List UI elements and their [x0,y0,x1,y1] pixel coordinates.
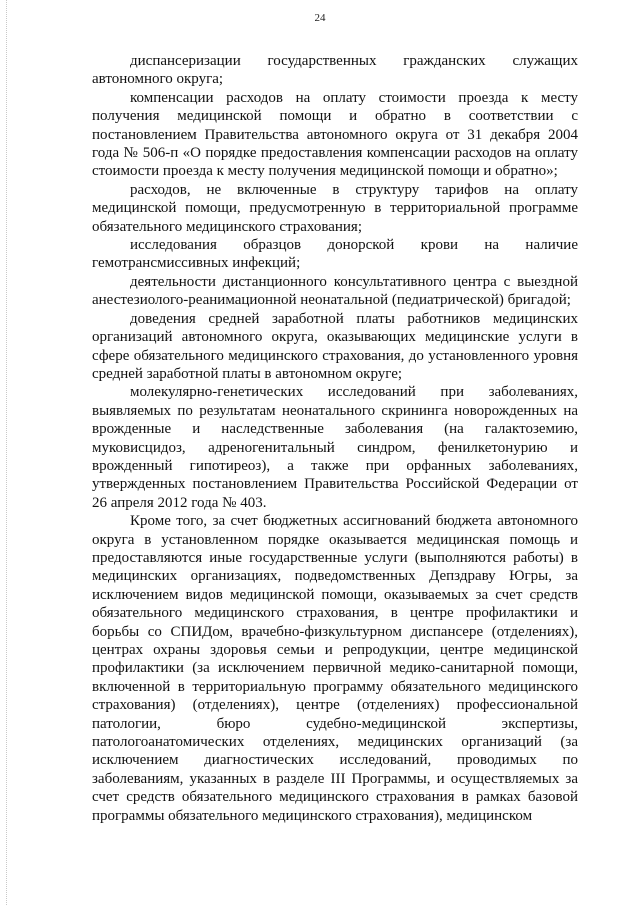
paragraph: Кроме того, за счет бюджетных ассигнований бюджета автономного округа в установленном порядке оказывается медицинская помощь и предоставляются иные государственные услуги (выполняются работы) в медицинских организациях, подведомственных Депздраву Югры, за исключением видов медицинской помощи, оказываемых за счет средств обязательного медицинского страхования, в центре профилактики и борьбы со СПИДом, врачебно-физкультурном диспансере (отделениях), центрах охраны здоровья семьи и репродукции, центре медицинской профилактики (за исключением первичной медико-санитарной помощи, включенной в территориальную программу обязательного медицинского страхования) (отделениях), центре (отделениях) профессиональной патологии, бюро судебно-медицинской экспертизы, патологоанатомических отделениях, медицинских организаций (за исключением диагностических исследований, проводимых по заболеваниям, указанных в разделе III Программы, и осуществляемых за счет средств обязательного медицинского страхования в рамках базовой программы обязательного медицинского страхования), медицинском [92,513,578,824]
paragraph: расходов, не включенные в структуру тарифов на оплату медицинской помощи, предусмотренную в территориальной программе обязательного медицинского страхования; [92,181,578,235]
scan-edge-line [6,0,8,905]
paragraph: диспансеризации государственных гражданских служащих автономного округа; [92,53,578,88]
paragraph: доведения средней заработной платы работников медицинских организаций автономного округа, оказывающих медицинские услуги в сфере обязательного медицинского страхования, до установленного уровня средней заработной платы в автономном округе; [92,310,578,382]
document-body [92,52,578,825]
paragraph: исследования образцов донорской крови на наличие гемотрансмиссивных инфекций; [92,237,578,272]
page-number: 24 [314,12,326,24]
paragraph: деятельности дистанционного консультативного центра с выездной анестезиолого-реанимационной неонатальной (педиатрической) бригадой; [92,273,578,309]
paragraph: молекулярно-генетических исследований при заболеваниях, выявляемых по результатам неонатального скрининга новорожденных на врожденные и наследственные заболевания (на галактоземию, муковисцидоз, адреногенитальный синдром, фенилкетонурию и врожденный гипотиреоз), а также при орфанных заболеваниях, утвержденных постановлением Правительства Российской Федерации от 26 апреля 2012 года № 403. [92,384,578,511]
paragraph: компенсации расходов на оплату стоимости проезда к месту получения медицинской помощи и обратно в соответствии с постановлением Правительства автономного округа от 31 декабря 2004 года № 506-п «О порядке предоставления компенсации расходов на оплату стоимости проезда к месту получения медицинской помощи и обратно»; [92,89,578,180]
